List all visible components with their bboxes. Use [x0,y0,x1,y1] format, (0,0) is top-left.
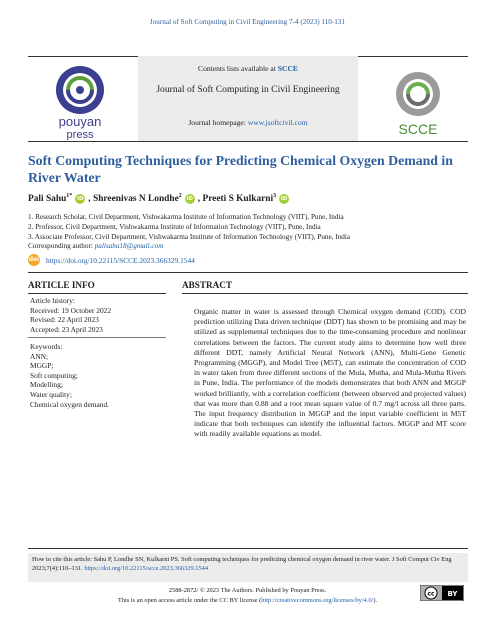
corresponding-email[interactable]: palisahu18@gmail.com [94,242,164,251]
pouyan-logo-line2: press [66,129,94,140]
keyword-item: Modelling; [30,380,63,390]
masthead-bottom-rule [28,141,468,142]
keyword-item: Chemical oxygen demand. [30,399,110,409]
author-1[interactable]: Pali Sahu$^{1*}$ [28,193,73,205]
history-rule [28,337,166,338]
svg-text:BY: BY [447,590,458,598]
doi-icon: doi [28,254,40,266]
footer-rule [28,548,468,549]
cc-by-icon [420,585,464,601]
revised-date: Revised: 22 April 2023 [30,315,99,325]
abstract-rule [182,293,468,294]
journal-name: Journal of Soft Computing in Civil Engineering [156,84,340,95]
pouyan-logo-line1: pouyan [58,114,102,129]
cite-doi-link[interactable]: https://doi.org/10.22115/scce.2023.366329.1544 [84,564,209,572]
affiliations [28,213,468,252]
abstract-heading: ABSTRACT [182,280,233,290]
accepted-date: Accepted: 23 April 2023 [30,324,103,334]
author-list [28,193,468,204]
orcid-icon[interactable]: iD [280,195,288,202]
license-link[interactable]: http://creativecommons.org/licenses/by/4.0/ [261,597,374,604]
article-info-heading: ARTICLE INFO [28,280,95,290]
received-date: Received: 19 October 2022 [30,305,112,315]
keyword-item: Soft computing; [30,370,78,380]
scce-logo[interactable] [368,64,468,140]
pouyan-press-logo[interactable] [30,62,130,140]
keyword-item: ANN; [30,351,49,361]
keywords-label: Keywords: [30,342,63,351]
keyword-item: Water quality; [30,389,72,399]
scce-logo-icon [368,64,468,140]
homepage-link[interactable]: www.jsoftcivil.com [247,118,308,127]
history-label: Article history: [30,296,75,305]
article-title: Soft Computing Techniques for Predicting Chemical Oxygen Demand in River Water [28,153,453,185]
author-2[interactable]: , Shreenivas N Londhe$^2$ [88,193,182,205]
affiliation-2: 2. Professor, Civil Department, Vishwakarma Institute of Information Technology (VIIT), Pune, India [28,222,321,231]
masthead-center-panel [138,56,358,142]
abstract-text: Organic matter in water is assessed through Chemical oxygen demand (COD). COD prediction utilizing Data driven technique (DDT) has shown to be promising and may be utilized as supplemental techniques due to the time-consuming procedure and nonlinear correlations between the factors. The current study aims to determine how well three different DDT, namely Artificial Neural Network (ANN), Multi-Gene Genetic Programming (MGGP), and Model Tree (M5T), can estimate the concentration of COD in water taken from three different sections of the Mula, Mutha, and Mula-Mutha Rivers in Pune, India. The performance of the models demonstrates that both ANN and MGGP worked brilliantly, with a correlation coefficient (between observed and projected values) that was more than 0.88 and a root mean square value of 0.7 mg/l across all three parts. The input frequency distribution in MGGP and the input variable coefficient in M5T indicate that both techniques can identify the influential factors. MGGP and MT score with readily available equations as model. [194,307,466,439]
author-3[interactable]: , Preeti S Kulkarni$^3$ [197,193,277,205]
affiliation-1: 1. Research Scholar, Civil Department, Vishwakarma Institute of Information Technology (VIIT), Pune, India [28,213,344,221]
journal-homepage: Journal homepage: www.jsoftcivil.com [188,118,308,127]
section-rule [28,272,468,273]
copyright: 2588-2872/ © 2023 The Authors. Published by Pouyan Press. [168,587,327,594]
keywords [30,342,166,409]
journal-reference: Journal of Soft Computing in Civil Engineering 7-4 (2023) 110-131 [149,18,346,26]
article-history [30,296,166,334]
masthead [28,56,468,142]
how-to-cite: How to cite this article: Sahu P, Londhe SN, Kulkarni PS. Soft computing techniques for predicting chemical oxygen demand in river water. J Soft Comput Civ Eng 2023;7(4):110–131. https://doi.org/10.22115/scce.2023.366329.1544 [28,553,468,582]
license-line: This is an open access article under the CC BY license (http://creativecommons.org/licenses/by/4.0/). [117,597,378,604]
scce-link[interactable]: SCCE [277,64,298,73]
svg-text:cc: cc [427,590,435,598]
orcid-icon[interactable]: iD [77,195,84,202]
doi-line [28,254,468,266]
affiliation-3: 3. Associate Professor, Civil Department, Vishwakarma Institute of Information Technology (VIIT), Pune, India [28,232,351,241]
pouyan-press-logo-icon [30,62,130,140]
article-info-rule [28,293,166,294]
corresponding-author: Corresponding author: palisahu18@gmail.com [28,242,164,251]
scce-logo-text: SCCE [398,121,438,137]
cc-by-badge[interactable] [420,585,464,601]
orcid-icon[interactable]: iD [186,195,193,202]
doi-link[interactable]: https://doi.org/10.22115/SCCE.2023.366329.1544 [46,255,195,265]
contents-available: Contents lists available at SCCE [198,64,298,73]
keyword-item: MGGP; [30,361,54,371]
